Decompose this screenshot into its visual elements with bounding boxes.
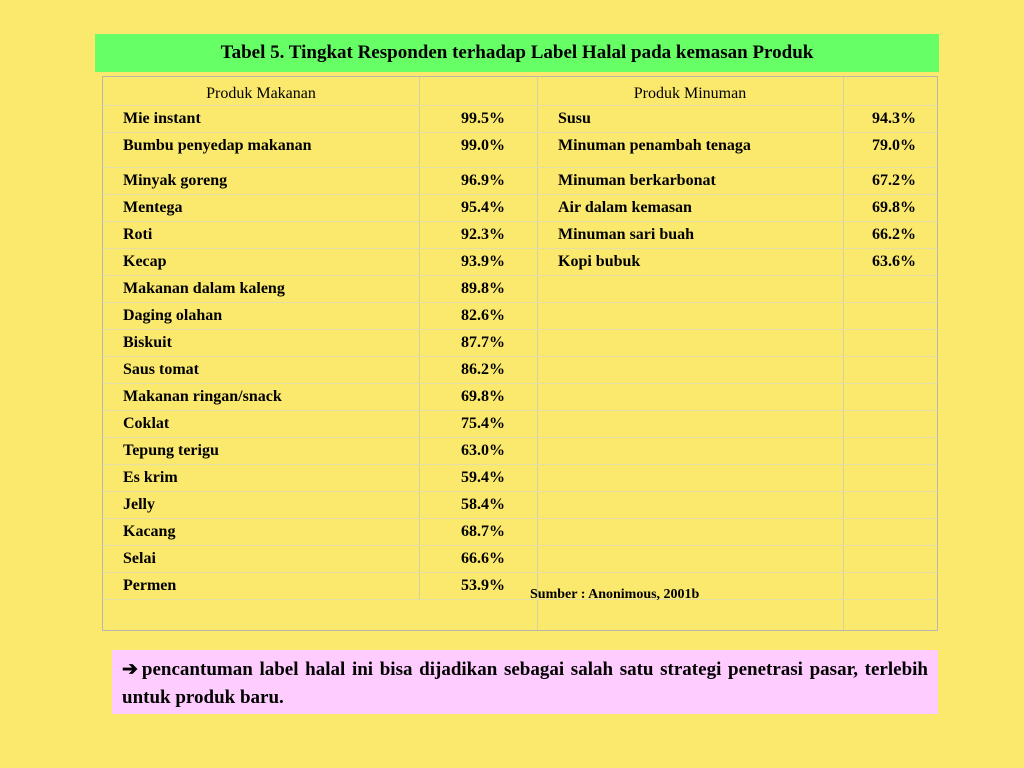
- drink-value: 67.2%: [872, 172, 916, 189]
- food-value: 68.7%: [461, 523, 505, 540]
- table-row: [103, 356, 937, 383]
- table-row: [103, 132, 937, 159]
- table-row: [103, 275, 937, 302]
- food-value: 63.0%: [461, 442, 505, 459]
- food-name: Roti: [123, 226, 153, 243]
- food-name: Tepung terigu: [123, 442, 219, 459]
- table-row: [103, 221, 937, 248]
- food-name: Mie instant: [123, 110, 201, 127]
- food-name: Mentega: [123, 199, 183, 216]
- food-value: 93.9%: [461, 253, 505, 270]
- arrow-icon: ➔: [122, 659, 138, 680]
- food-name: Biskuit: [123, 334, 172, 351]
- food-name: Kecap: [123, 253, 167, 270]
- drink-name: Minuman sari buah: [558, 226, 695, 243]
- food-name: Kacang: [123, 523, 176, 540]
- product-table: [102, 76, 938, 631]
- header-food: Produk Makanan: [206, 85, 316, 102]
- table-row: [103, 464, 937, 491]
- food-value: 87.7%: [461, 334, 505, 351]
- drink-name: Air dalam kemasan: [558, 199, 692, 216]
- drink-name: Susu: [558, 110, 591, 127]
- food-name: Selai: [123, 550, 156, 567]
- drink-value: 94.3%: [872, 110, 916, 127]
- drink-name: Minuman penambah tenaga: [558, 137, 751, 154]
- source-note: Sumber : Anonimous, 2001b: [530, 587, 700, 602]
- slide-title: Tabel 5. Tingkat Responden terhadap Label Halal pada kemasan Produk: [95, 34, 939, 72]
- table-row: [103, 518, 937, 545]
- table-header-row: [103, 83, 937, 105]
- food-value: 53.9%: [461, 577, 505, 594]
- food-value: 69.8%: [461, 388, 505, 405]
- food-value: 95.4%: [461, 199, 505, 216]
- header-drink: Produk Minuman: [633, 85, 747, 102]
- table-row: [103, 105, 937, 132]
- table-row-empty: [103, 599, 937, 626]
- food-value: 99.0%: [461, 137, 505, 154]
- food-name: Coklat: [123, 415, 170, 432]
- food-value: 58.4%: [461, 496, 505, 513]
- food-name: Es krim: [123, 469, 178, 486]
- table-row: [103, 248, 937, 275]
- food-value: 86.2%: [461, 361, 505, 378]
- food-value: 89.8%: [461, 280, 505, 297]
- food-name: Minyak goreng: [123, 172, 228, 189]
- food-name: Jelly: [123, 496, 155, 513]
- drink-name: Kopi bubuk: [558, 253, 641, 270]
- food-name: Bumbu penyedap makanan: [123, 137, 312, 154]
- drink-value: 66.2%: [872, 226, 916, 243]
- food-value: 99.5%: [461, 110, 505, 127]
- food-name: Makanan dalam kaleng: [123, 280, 285, 297]
- drink-value: 69.8%: [872, 199, 916, 216]
- conclusion-note: [112, 650, 938, 714]
- table-row: [103, 572, 937, 599]
- table-row: [103, 545, 937, 572]
- food-value: 59.4%: [461, 469, 505, 486]
- food-value: 82.6%: [461, 307, 505, 324]
- table-row: [103, 329, 937, 356]
- drink-value: 63.6%: [872, 253, 916, 270]
- conclusion-text: pencantuman label halal ini bisa dijadikan sebagai salah satu strategi penetrasi pasar, terlebih untuk produk baru.: [122, 659, 928, 708]
- table-row: [103, 491, 937, 518]
- table-row: [103, 437, 937, 464]
- food-value: 92.3%: [461, 226, 505, 243]
- food-value: 96.9%: [461, 172, 505, 189]
- food-name: Makanan ringan/snack: [123, 388, 282, 405]
- food-name: Saus tomat: [123, 361, 200, 378]
- table-row: [103, 167, 937, 194]
- drink-name: Minuman berkarbonat: [558, 172, 716, 189]
- table-row: [103, 410, 937, 437]
- table-row: [103, 302, 937, 329]
- table-row: [103, 383, 937, 410]
- drink-value: 79.0%: [872, 137, 916, 154]
- food-value: 66.6%: [461, 550, 505, 567]
- food-name: Permen: [123, 577, 177, 594]
- food-value: 75.4%: [461, 415, 505, 432]
- table-row: [103, 194, 937, 221]
- food-name: Daging olahan: [123, 307, 223, 324]
